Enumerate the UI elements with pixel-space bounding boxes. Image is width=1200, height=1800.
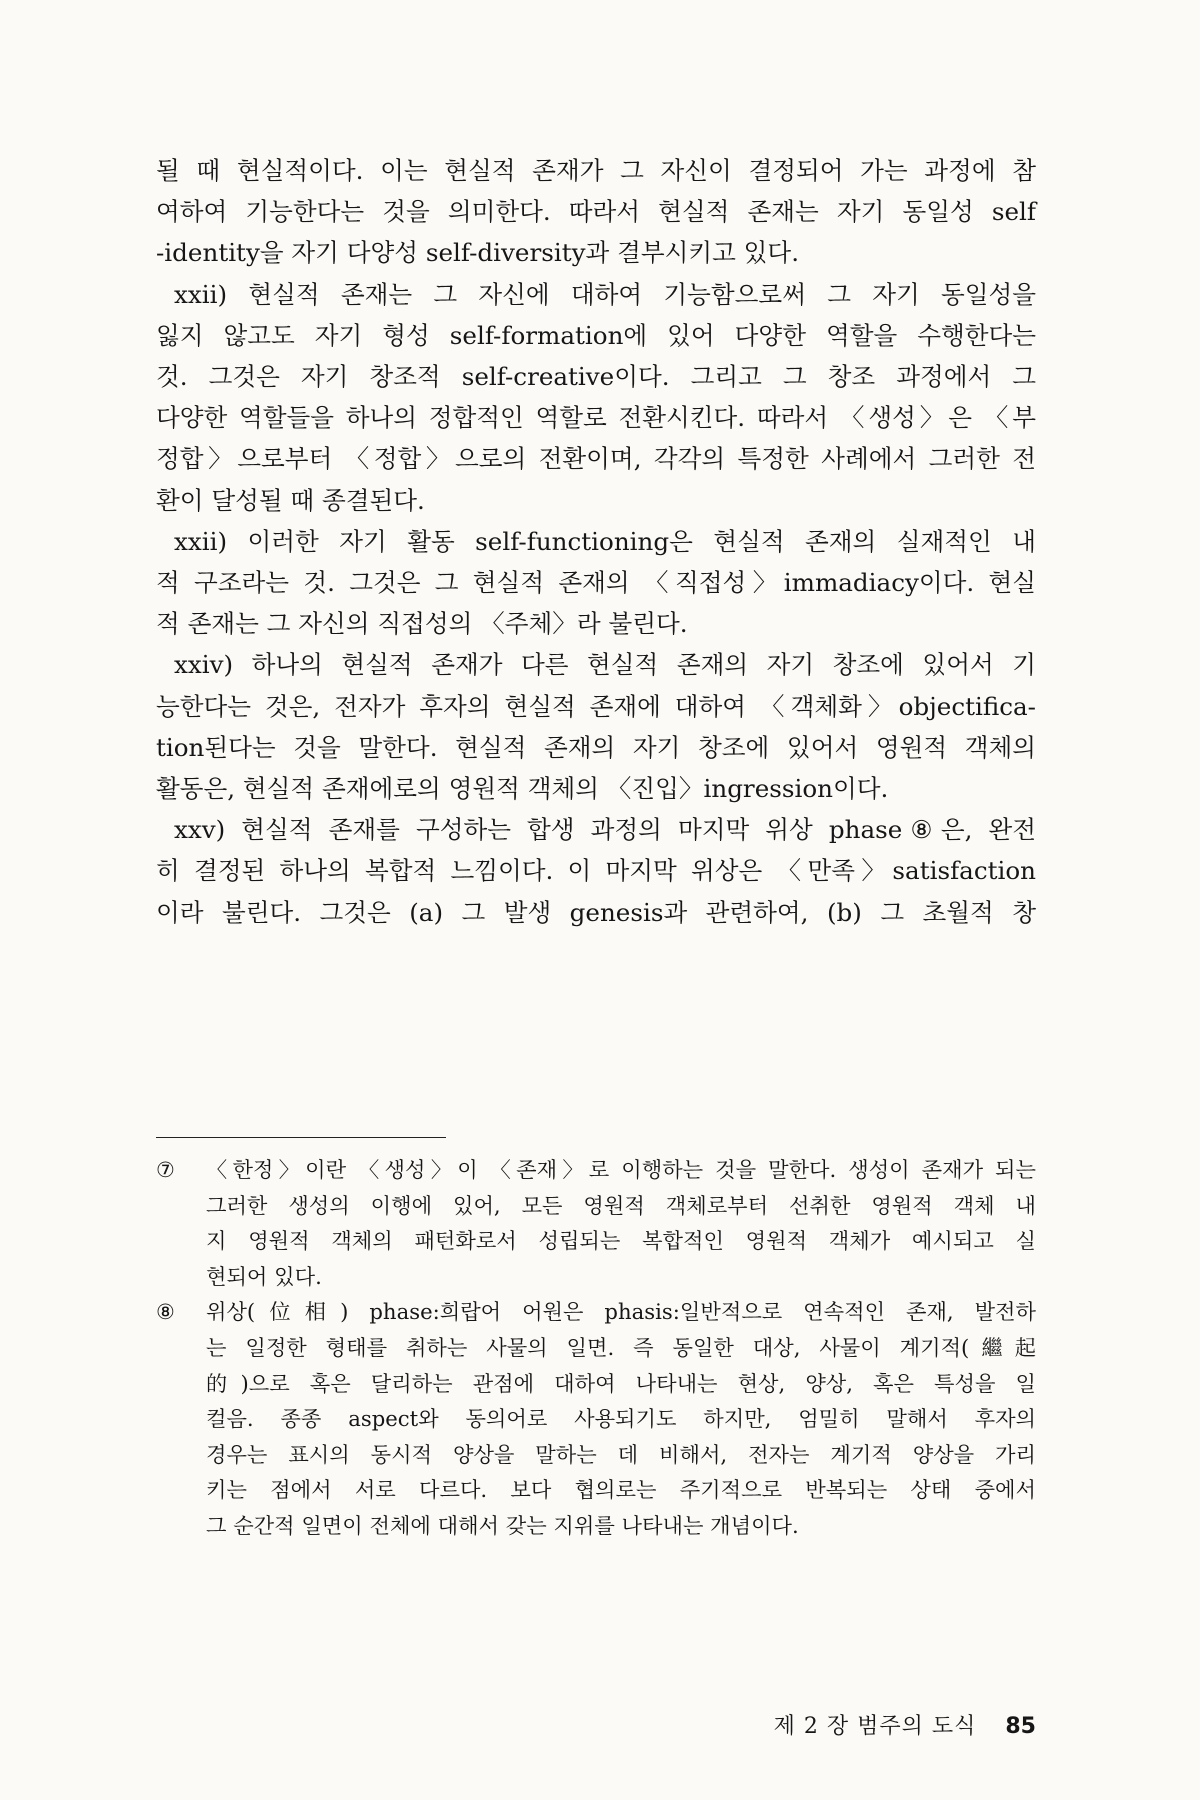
chapter-title: 제 2 장 범주의 도식 <box>773 1714 977 1739</box>
paragraph-xxii-b <box>156 521 1036 645</box>
text-line: 다양한 역할들을 하나의 정합적인 역할로 전환시킨다. 따라서 〈생성〉은 〈부 <box>156 403 1036 433</box>
text-line: 히 결정된 하나의 복합적 느낌이다. 이 마지막 위상은 〈만족〉satisfaction <box>156 856 1036 886</box>
footnote-line: 는 일정한 형태를 취하는 사물의 일면. 즉 동일한 대상, 사물이 계기적(繼起 <box>206 1334 1036 1360</box>
text-line: 정합〉으로부터 〈정합〉으로의 전환이며, 각각의 특정한 사례에서 그러한 전 <box>156 444 1036 474</box>
paragraph-xxii-a <box>156 274 1036 521</box>
text-line: tion된다는 것을 말한다. 현실적 존재의 자기 창조에 있어서 영원적 객체의 <box>156 732 1036 762</box>
paragraph-xxv <box>156 809 1036 933</box>
footnote-line: 지 영원적 객체의 패턴화로서 성립되는 복합적인 영원적 객체가 예시되고 실 <box>206 1228 1036 1254</box>
footnote-line: 키는 점에서 서로 다르다. 보다 협의로는 주기적으로 반복되는 상태 중에서 <box>206 1477 1036 1503</box>
running-footer <box>700 1712 1036 1742</box>
text-line: xxiv) 하나의 현실적 존재가 다른 현실적 존재의 자기 창조에 있어서 기 <box>174 650 1036 680</box>
text-line: 잃지 않고도 자기 형성 self-formation에 있어 다양한 역할을 수행한다는 <box>156 320 1036 350</box>
text-line: xxii) 현실적 존재는 그 자신에 대하여 기능함으로써 그 자기 동일성을 <box>174 279 1036 309</box>
footnote-line: 〈한정〉이란 〈생성〉이 〈존재〉로 이행하는 것을 말한다. 생성이 존재가 되는 <box>206 1157 1036 1182</box>
footnote-line: 경우는 표시의 동시적 양상을 말하는 데 비해서, 전자는 계기적 양상을 가리 <box>206 1441 1036 1467</box>
footnote-8 <box>156 1294 1036 1543</box>
text-line: 적 존재는 그 자신의 직접성의 〈주체〉라 불린다. <box>156 609 688 639</box>
text-line: 될 때 현실적이다. 이는 현실적 존재가 그 자신이 결정되어 가는 과정에 참 <box>156 156 1036 185</box>
footnote-line: 위상(位相) phase:희랍어 어원은 phasis:일반적으로 연속적인 존재, 발전하 <box>206 1299 1036 1325</box>
text-line: 능한다는 것은, 전자가 후자의 현실적 존재에 대하여 〈객체화〉objectifica- <box>156 691 1036 721</box>
paragraph-continuation <box>156 150 1036 274</box>
text-line: xxv) 현실적 존재를 구성하는 합생 과정의 마지막 위상 phase⑧은, 완전 <box>174 815 1036 845</box>
footnote-line: 컬음. 종종 aspect와 동의어로 사용되기도 하지만, 엄밀히 말해서 후자의 <box>206 1406 1036 1432</box>
text-line: 환이 달성될 때 종결된다. <box>156 485 425 515</box>
text-line: 것. 그것은 자기 창조적 self-creative이다. 그리고 그 창조 과정에서 그 <box>156 362 1036 392</box>
paragraph-xxiv <box>156 644 1036 809</box>
text-line: -identity을 자기 다양성 self-diversity과 결부시키고 있다. <box>156 238 800 268</box>
footnote-marker: ⑧ <box>156 1299 175 1325</box>
page-number: 85 <box>1005 1714 1036 1739</box>
footnote-line: 그러한 생성의 이행에 있어, 모든 영원적 객체로부터 선취한 영원적 객체 내 <box>206 1192 1036 1218</box>
footnote-divider <box>156 1137 446 1138</box>
text-line: 이라 불린다. 그것은 (a) 그 발생 genesis과 관련하여, (b) 그 초월적 창 <box>156 897 1036 927</box>
footnote-line: 현되어 있다. <box>206 1263 322 1289</box>
text-line: 적 구조라는 것. 그것은 그 현실적 존재의 〈직접성〉immadiacy이다. 현실 <box>156 568 1036 598</box>
footnote-7 <box>156 1152 1036 1294</box>
text-line: 활동은, 현실적 존재에로의 영원적 객체의 〈진입〉ingression이다. <box>156 774 889 804</box>
footnote-marker: ⑦ <box>156 1157 175 1182</box>
text-line: 여하여 기능한다는 것을 의미한다. 따라서 현실적 존재는 자기 동일성 self <box>156 197 1036 227</box>
footnote-line: 그 순간적 일면이 전체에 대해서 갖는 지위를 나타내는 개념이다. <box>206 1512 799 1538</box>
text-line: xxii) 이러한 자기 활동 self-functioning은 현실적 존재의 실재적인 내 <box>174 526 1036 556</box>
footnote-line: 的)으로 혹은 달리하는 관점에 대하여 나타내는 현상, 양상, 혹은 특성을 일 <box>206 1370 1036 1396</box>
body-text <box>156 150 1036 933</box>
footnotes <box>156 1152 1036 1544</box>
